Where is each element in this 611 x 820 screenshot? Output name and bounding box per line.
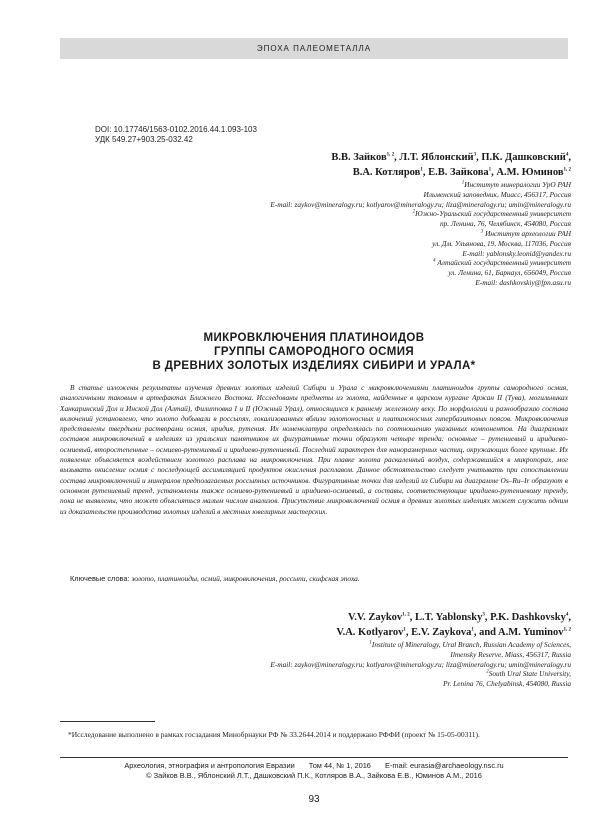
en-author-block	[270, 610, 571, 689]
journal-email: E-mail: eurasia@archaeology.nsc.ru	[384, 761, 504, 770]
ru-affiliation-line	[270, 258, 571, 268]
en-author-name: V.V. Zaykov	[348, 612, 403, 623]
ru-affiliation-line	[270, 190, 571, 200]
ru-affiliation-mark: 2	[412, 209, 416, 215]
en-affiliation-text: Pr. Lenina 76, Chelyabinsk, 454080, Russia	[443, 679, 571, 689]
journal-volume: Том 44, № 1, 2016	[308, 761, 371, 770]
en-author-name: , P.K. Dashkovsky	[484, 612, 566, 623]
en-affiliation-text: South Ural State University,	[488, 669, 571, 679]
ru-author-affiliation-mark: 1, 2	[563, 167, 571, 173]
en-author-affiliation-mark: 1	[403, 627, 406, 633]
ru-affiliation-text: ул. Ленина, 61, Барнаул, 656049, Россия	[448, 268, 571, 278]
doi: DOI: 10.17746/1563-0102.2016.44.1.093-103	[95, 125, 257, 134]
ru-affiliation-text: Институт археологии РАН	[483, 228, 571, 238]
ru-affiliation-text: E-mail: yablonsky.leonid@yandex.ru	[462, 248, 571, 258]
ru-affiliation-mark: 3	[480, 229, 484, 235]
en-affiliation-mark: 2	[486, 669, 489, 675]
ru-affiliation-text: Южно-Уральский государственный университет	[415, 209, 571, 219]
keywords-text: золото, платиноиды, осмий, микровключения, россыпи, скифская эпоха.	[131, 574, 360, 583]
udk: УДК 549.27+903.25-032.42	[95, 135, 193, 144]
en-affiliation-line	[270, 669, 571, 679]
ru-affiliations	[270, 180, 571, 288]
ru-affiliation-line	[270, 268, 571, 278]
en-affiliation-text: Ilmensky Reserve, Miass, 456317, Russia	[450, 649, 571, 659]
en-author-name: , L.T. Yablonsky	[409, 612, 483, 623]
section-title: ЭПОХА ПАЛЕОМЕТАЛЛА	[256, 44, 372, 53]
ru-authors-line-2	[270, 165, 571, 180]
title-line-3: В ДРЕВНИХ ЗОЛОТЫХ ИЗДЕЛИЯХ СИБИРИ И УРАЛА*	[152, 360, 476, 372]
en-authors-line-1	[270, 610, 571, 625]
ru-affiliation-line	[270, 219, 571, 229]
footnote-rule	[60, 721, 155, 722]
ru-author-name: В.А. Котляров	[352, 167, 421, 178]
ru-affiliation-line	[270, 209, 571, 219]
en-affiliation-mark: 1	[369, 640, 372, 646]
ru-authors-line-1	[270, 150, 571, 165]
keywords-label: Ключевые слова:	[70, 574, 130, 583]
ru-affiliation-text: ул. Дм. Ульянова, 19, Москва, 117036, Россия	[432, 238, 571, 248]
page-number: 93	[308, 794, 320, 805]
en-author-affiliation-mark: 1, 2	[402, 612, 410, 618]
ru-author-name: , П.К. Дашковский	[476, 152, 566, 163]
section-header-band	[60, 38, 568, 59]
en-author-affiliation-mark: 1	[471, 627, 474, 633]
ru-author-name: В.В. Зайков	[331, 152, 387, 163]
ru-affiliation-text: E-mail: dashkovskiy@fpn.asu.ru	[475, 277, 571, 287]
en-affiliation-line	[270, 650, 571, 660]
ru-author-affiliation-mark: 1	[488, 167, 492, 173]
title-line-2: ГРУППЫ САМОРОДНОГО ОСМИЯ	[213, 346, 415, 358]
ru-author-name: , Е.В. Зайкова	[422, 167, 489, 178]
en-affiliation-line	[270, 640, 571, 650]
ru-author-block	[270, 150, 571, 288]
en-authors-line-2	[270, 625, 571, 640]
ru-affiliation-mark: 4	[433, 258, 436, 264]
ru-affiliation-line	[270, 180, 571, 190]
ru-affiliation-line	[270, 249, 571, 259]
ru-author-name: ,	[568, 152, 571, 163]
ru-author-name: , Л.Т. Яблонский	[394, 152, 474, 163]
keywords	[70, 574, 568, 584]
ru-author-affiliation-mark: 4	[565, 152, 569, 158]
en-affiliations	[270, 640, 571, 689]
en-author-name: , and A.M. Yuminov	[473, 627, 564, 638]
en-author-name: ,	[568, 612, 571, 623]
ru-affiliation-line	[270, 200, 571, 210]
ru-author-affiliation-mark: 1, 2	[386, 152, 395, 158]
ru-affiliation-line	[270, 278, 571, 288]
ru-affiliation-mark: 1	[461, 180, 465, 186]
en-author-affiliation-mark: 3	[482, 612, 485, 618]
en-author-name: V.A. Kotlyarov	[336, 627, 404, 638]
abstract: В статье изложены результаты изучения древних золотых изделий Сибири и Урала с микровключениями платиноидов группы самородного осмия, аналогичными таковым в артефактах Ближнего Востока. Исследованы предметы из золота, найденные в царском кургане Аржан II (Тува), могильниках Ханкаринский Дол и Инской Дол (Алтай), Филипповка I и II (Южный Урал), относящихся к раннему железному веку. По морфологии и разнообразию состава включений установлено, что золото добывали в россыпях, локализованных вблизи золотоносных и платиноносных гипербазитовых поясов. Микровключения представлены твердыми растворами осмия, иридия, рутения. Их номенклатура определялась по соотношению указанных компонентов. На диаграммах составов микровключений в изделиях из уральских памятников их фигуративные точки образуют четыре тренда: основные – рутениевый и иридиево-осмиевый, второстепенные – осмиево-рутениевый и иридиево-рутениевый. Последний характерен для наноразмерных частиц, окружающих более крупные. Их появление объясняется воздействием золотого расплава на микровключения. При плавке золота раскаленный воздух, содержавшийся в микропорах, мог вызывать окисление осмия с последующей ассимиляцией продуктов окисления расплавом. Данное обстоятельство следует учитывать при сопоставлении состава микровключений и минералов предполагаемых россыпных источников. Фигуративные точки для изделий из Сибири на диаграмме Os–Ru–Ir образуют в основном рутениевый тренд, установлены также осмиево-рутениевый и иридиево-осмиевый, а составы, соответствующие иридиево-рутениевому тренду, пока не выявлены, что может объясняться малым числом анализов. Присутствие микровключений осмия в древних золотых изделиях может служить одним из доказательств производства золотых изделий в местных ювелирных мастерских.	[60, 383, 568, 516]
journal-line	[60, 761, 568, 771]
ru-affiliation-text: E-mail: zaykov@mineralogy.ru; kotlyarov@mineralogy.ru; lizа@mineralogy.ru; umin@mineralogy.ru	[270, 199, 571, 209]
ru-author-affiliation-mark: 1	[420, 167, 423, 173]
ru-affiliation-text: Ильменский заповедник, Миасс, 456317, Россия	[423, 189, 571, 199]
en-author-affiliation-mark: 4	[565, 612, 569, 618]
en-author-name: , E.V. Zaykova	[405, 627, 472, 638]
ru-author-affiliation-mark: 3	[473, 152, 477, 158]
ru-author-name: , А.М. Юминов	[491, 167, 564, 178]
article-title	[60, 331, 568, 373]
en-author-affiliation-mark: 1, 2	[563, 627, 571, 633]
en-affiliation-line	[270, 679, 571, 689]
ru-affiliation-line	[270, 229, 571, 239]
footnote: *Исследование выполнено в рамках госзадания Минобрнауки РФ № 33.2644.2014 и поддержано РФФИ (проект № 15-05-00311).	[68, 730, 480, 739]
journal-name: Археология, этнография и антропология Евразии	[124, 761, 295, 770]
copyright: © Зайков В.В., Яблонский Л.Т., Дашковский П.К., Котляров В.А., Зайкова Е.В., Юминов А.М., 2016	[146, 771, 482, 780]
footer-rule	[60, 757, 568, 758]
ru-affiliation-text: Алтайский государственный университет	[435, 258, 571, 268]
ru-affiliation-line	[270, 239, 571, 249]
title-line-1: МИКРОВКЛЮЧЕНИЯ ПЛАТИНОИДОВ	[203, 332, 425, 344]
ru-affiliation-text: пр. Ленина, 76, Челябинск, 454080, Россия	[439, 219, 571, 229]
en-affiliation-line	[270, 660, 571, 670]
ru-affiliation-text: Институт минералогии УрО РАН	[464, 180, 571, 189]
en-affiliation-text: Institute of Mineralogy, Ural Branch, Russian Academy of Sciences,	[371, 640, 571, 649]
article-identifiers	[95, 125, 257, 145]
en-affiliation-text: E-mail: zaykov@mineralogy.ru; kotlyarov@mineralogy.ru; liza@mineralogy.ru; umin@mineralogy.ru	[270, 659, 571, 669]
